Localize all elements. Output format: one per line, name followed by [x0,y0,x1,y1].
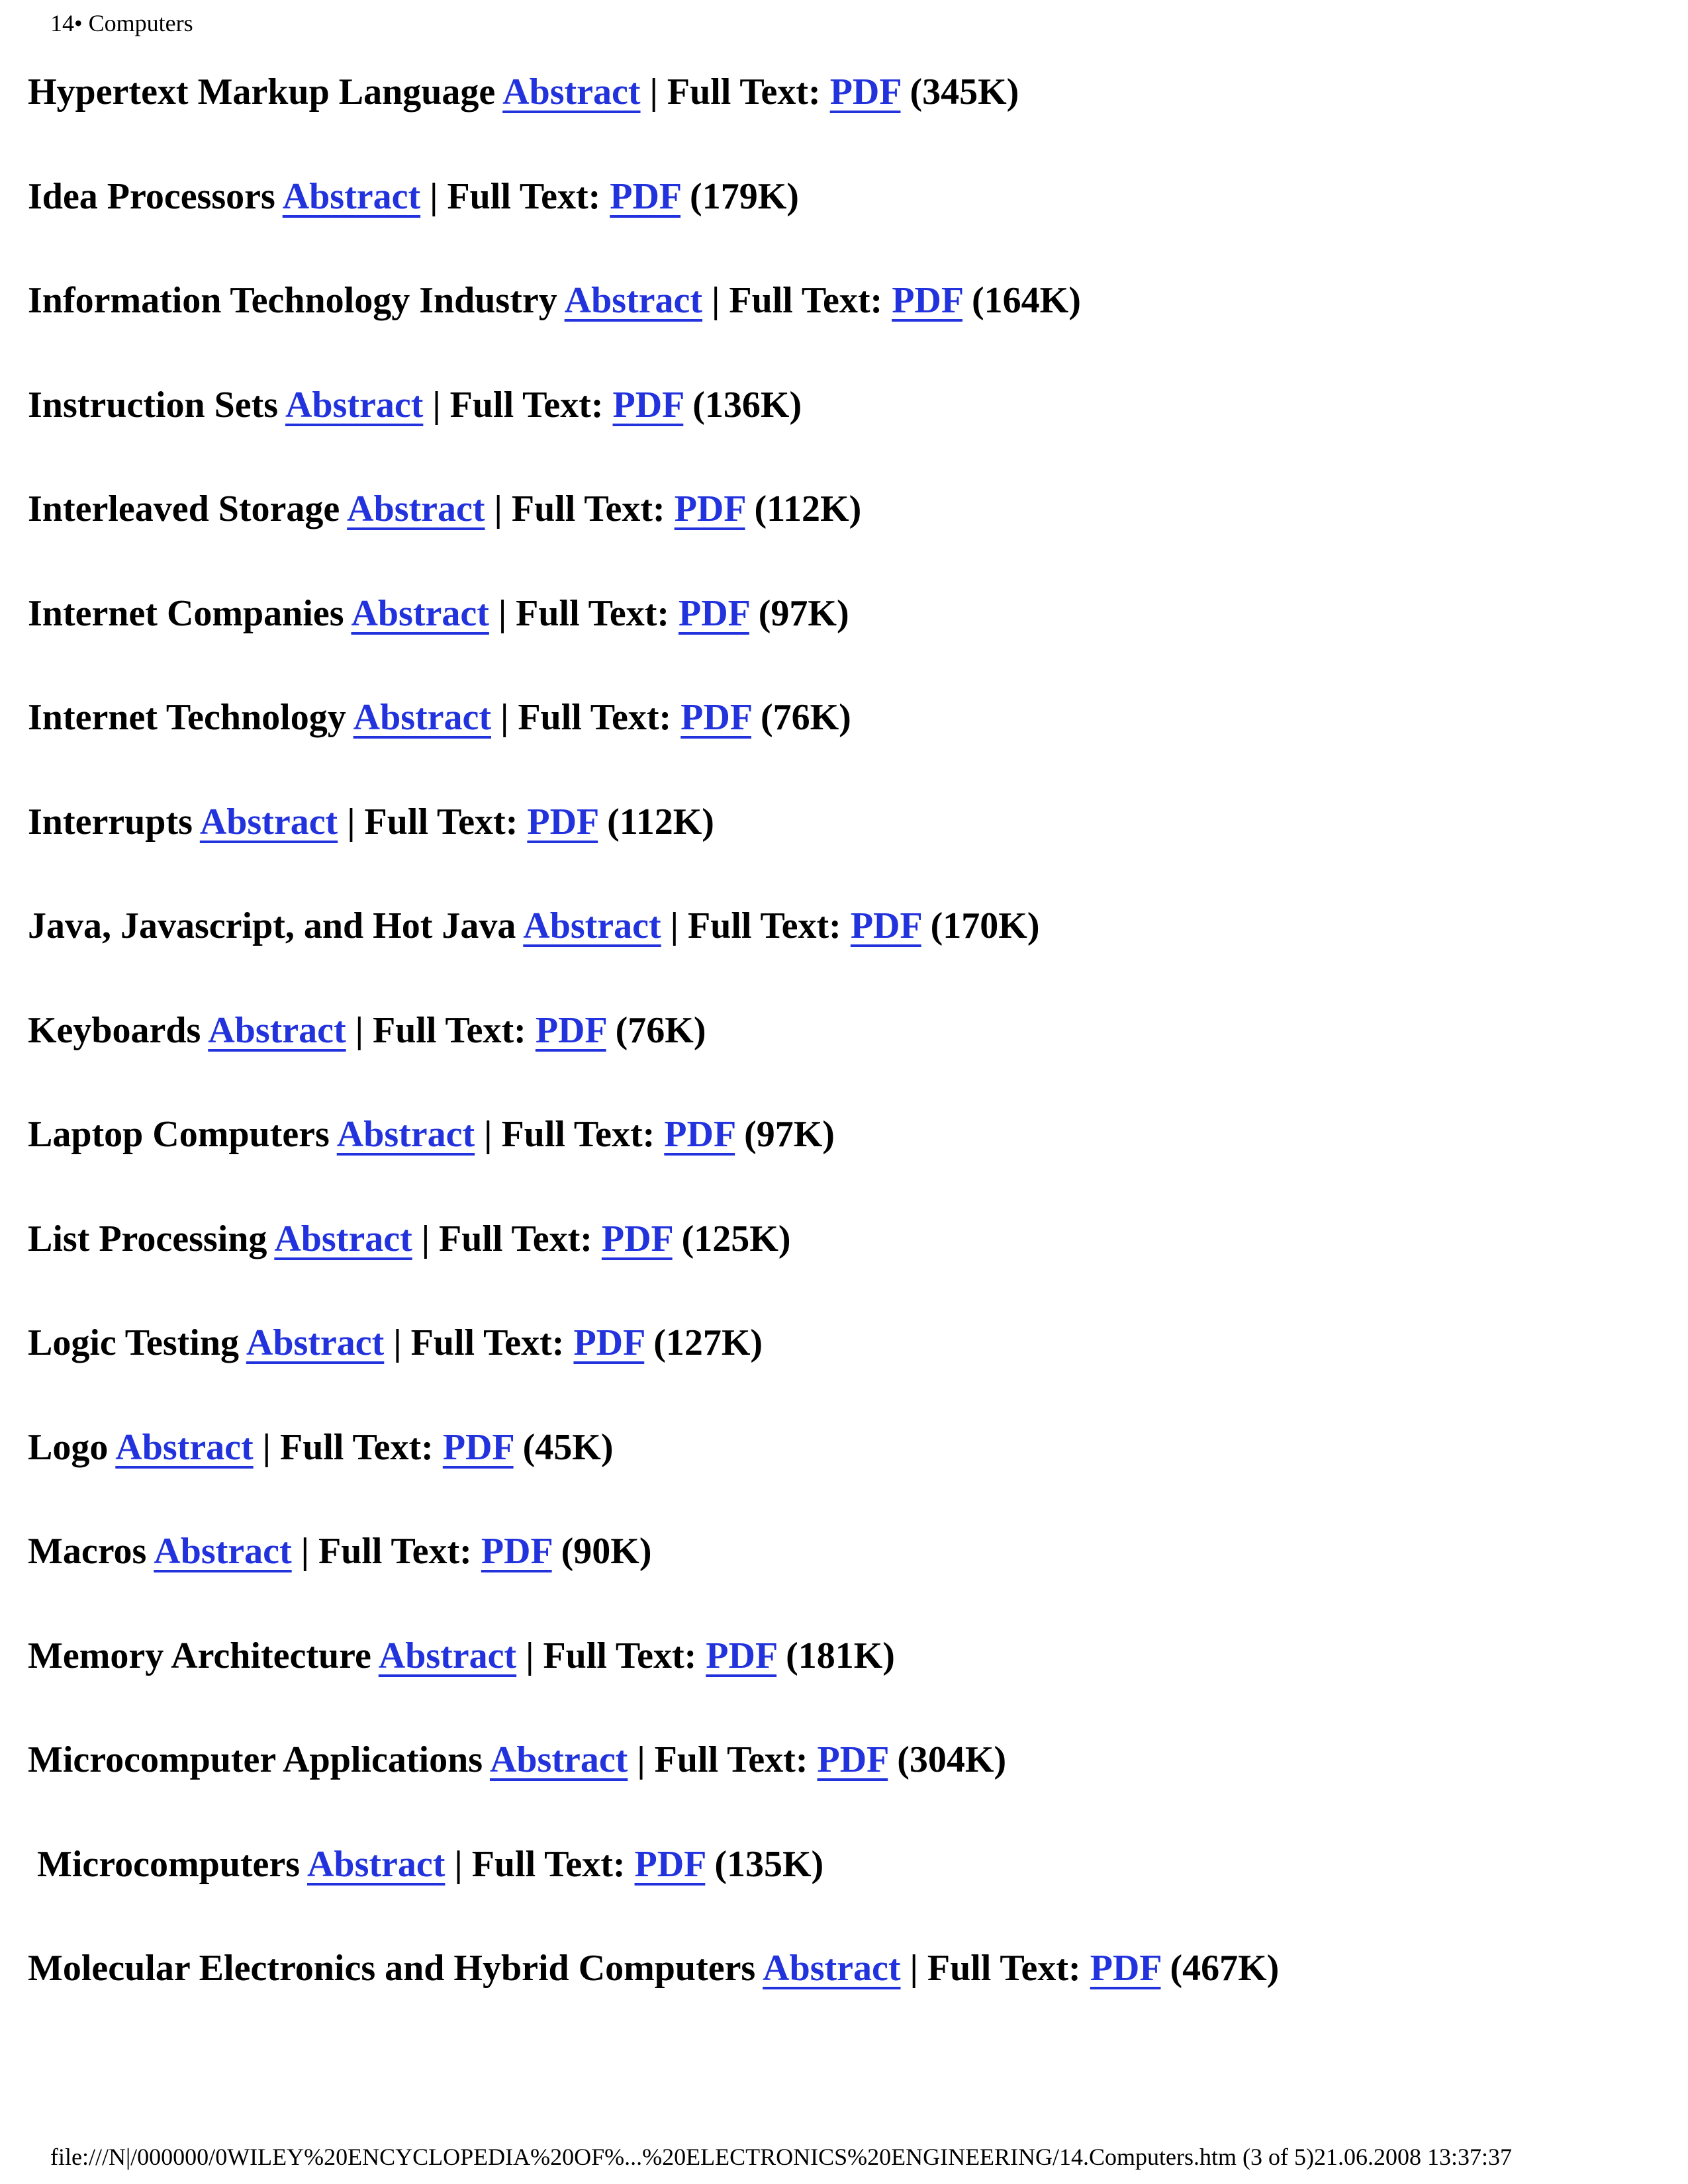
pdf-link[interactable]: PDF [706,1635,777,1676]
abstract-link[interactable]: Abstract [523,905,661,946]
abstract-link[interactable]: Abstract [154,1531,292,1572]
article-title: Laptop Computers [28,1114,330,1155]
pdf-link[interactable]: PDF [601,1218,673,1259]
article-entry [28,382,1279,486]
full-text-label: | Full Text: [640,71,830,113]
file-size: (304K) [897,1739,1007,1780]
full-text-label: | Full Text: [253,1426,443,1468]
file-size: (76K) [760,697,851,738]
article-entry [28,1111,1279,1216]
abstract-link[interactable]: Abstract [246,1322,385,1363]
full-text-label: | Full Text: [338,801,528,842]
article-entry [28,694,1279,799]
article-entry [28,799,1279,903]
full-text-label: | Full Text: [475,1114,665,1155]
article-entry [28,69,1279,173]
abstract-link[interactable]: Abstract [378,1635,517,1676]
article-title: Keyboards [28,1009,201,1051]
file-size: (179K) [690,175,799,217]
pdf-link[interactable]: PDF [442,1426,514,1468]
article-title: Logo [28,1426,109,1468]
file-size: (136K) [692,384,802,426]
pdf-link[interactable]: PDF [679,592,749,634]
full-text-label: | Full Text: [516,1635,706,1676]
pdf-link[interactable]: PDF [817,1739,888,1780]
article-title: Memory Architecture [28,1635,371,1676]
abstract-link[interactable]: Abstract [274,1218,412,1259]
file-size: (125K) [681,1218,791,1259]
full-text-label: | Full Text: [628,1739,818,1780]
pdf-link[interactable]: PDF [634,1843,706,1885]
abstract-link[interactable]: Abstract [564,280,703,321]
article-entry [28,1320,1279,1424]
article-entry [28,903,1279,1007]
pdf-link[interactable]: PDF [680,697,751,738]
pdf-link[interactable]: PDF [850,905,921,946]
article-entry [28,1633,1279,1737]
article-title: Molecular Electronics and Hybrid Computers [28,1948,756,1989]
file-size: (76K) [615,1009,706,1051]
file-size: (127K) [653,1322,763,1363]
abstract-link[interactable]: Abstract [306,1843,445,1885]
page-footer-url: file:///N|/000000/0WILEY%20ENCYCLOPEDIA%20OF%...%20ELECTRONICS%20ENGINEERING/14.Computers.htm (3 of 5)21.06.2008 13:37:37 [50,2144,1513,2170]
file-size: (164K) [971,280,1081,321]
full-text-label: | Full Text: [291,1531,481,1572]
pdf-link[interactable]: PDF [527,801,598,842]
article-entry [28,1424,1279,1529]
article-entry [28,173,1279,278]
full-text-label: | Full Text: [489,592,679,634]
full-text-label: | Full Text: [346,1009,536,1051]
article-title: List Processing [28,1218,267,1259]
article-entry [28,1841,1279,1946]
file-size: (97K) [758,592,849,634]
article-title: Interleaved Storage [28,488,340,529]
full-text-label: | Full Text: [445,1843,635,1885]
article-title: Interrupts [28,801,193,842]
abstract-link[interactable]: Abstract [502,71,641,113]
full-text-label: | Full Text: [485,488,675,529]
article-title: Java, Javascript, and Hot Java [28,905,516,946]
pdf-link[interactable]: PDF [610,175,681,217]
pdf-link[interactable]: PDF [535,1009,606,1051]
pdf-link[interactable]: PDF [829,71,901,113]
abstract-link[interactable]: Abstract [199,801,338,842]
file-size: (345K) [910,71,1019,113]
file-size: (170K) [930,905,1040,946]
file-size: (97K) [744,1114,835,1155]
abstract-link[interactable]: Abstract [282,175,421,217]
abstract-link[interactable]: Abstract [336,1114,475,1155]
file-size: (181K) [786,1635,895,1676]
article-entry [28,486,1279,590]
abstract-link[interactable]: Abstract [763,1948,901,1989]
article-entry [28,1528,1279,1633]
file-size: (135K) [714,1843,824,1885]
full-text-label: | Full Text: [900,1948,1090,1989]
file-size: (90K) [561,1531,652,1572]
article-title: Idea Processors [28,175,275,217]
article-title: Logic Testing [28,1322,239,1363]
abstract-link[interactable]: Abstract [351,592,489,634]
abstract-link[interactable]: Abstract [489,1739,628,1780]
article-entry [28,277,1279,382]
pdf-link[interactable]: PDF [674,488,745,529]
pdf-link[interactable]: PDF [481,1531,552,1572]
full-text-label: | Full Text: [412,1218,602,1259]
article-entry [28,1007,1279,1112]
abstract-link[interactable]: Abstract [208,1009,346,1051]
article-list [28,69,1279,2050]
full-text-label: | Full Text: [702,280,892,321]
page-header: 14• Computers [50,10,193,36]
pdf-link[interactable]: PDF [612,384,684,426]
article-entry [28,1216,1279,1320]
article-title: Hypertext Markup Language [28,71,496,113]
file-size: (45K) [522,1426,614,1468]
article-title: Microcomputer Applications [28,1739,483,1780]
abstract-link[interactable]: Abstract [347,488,485,529]
full-text-label: | Full Text: [661,905,851,946]
full-text-label: | Full Text: [423,384,613,426]
abstract-link[interactable]: Abstract [353,697,492,738]
pdf-link[interactable]: PDF [664,1114,735,1155]
file-size: (467K) [1170,1948,1280,1989]
file-size: (112K) [754,488,862,529]
article-title: Internet Technology [28,697,346,738]
article-entry [28,590,1279,695]
abstract-link[interactable]: Abstract [285,384,424,426]
article-entry [28,1737,1279,1841]
abstract-link[interactable]: Abstract [115,1426,254,1468]
pdf-link[interactable]: PDF [1090,1948,1161,1989]
full-text-label: | Full Text: [384,1322,574,1363]
pdf-link[interactable]: PDF [892,280,962,321]
full-text-label: | Full Text: [491,697,681,738]
file-size: (112K) [607,801,714,842]
article-title: Microcomputers [37,1843,301,1885]
article-title: Internet Companies [28,592,344,634]
article-entry [28,1945,1279,2050]
article-title: Information Technology Industry [28,280,557,321]
article-title: Macros [28,1531,147,1572]
full-text-label: | Full Text: [420,175,610,217]
pdf-link[interactable]: PDF [573,1322,645,1363]
article-title: Instruction Sets [28,384,279,426]
